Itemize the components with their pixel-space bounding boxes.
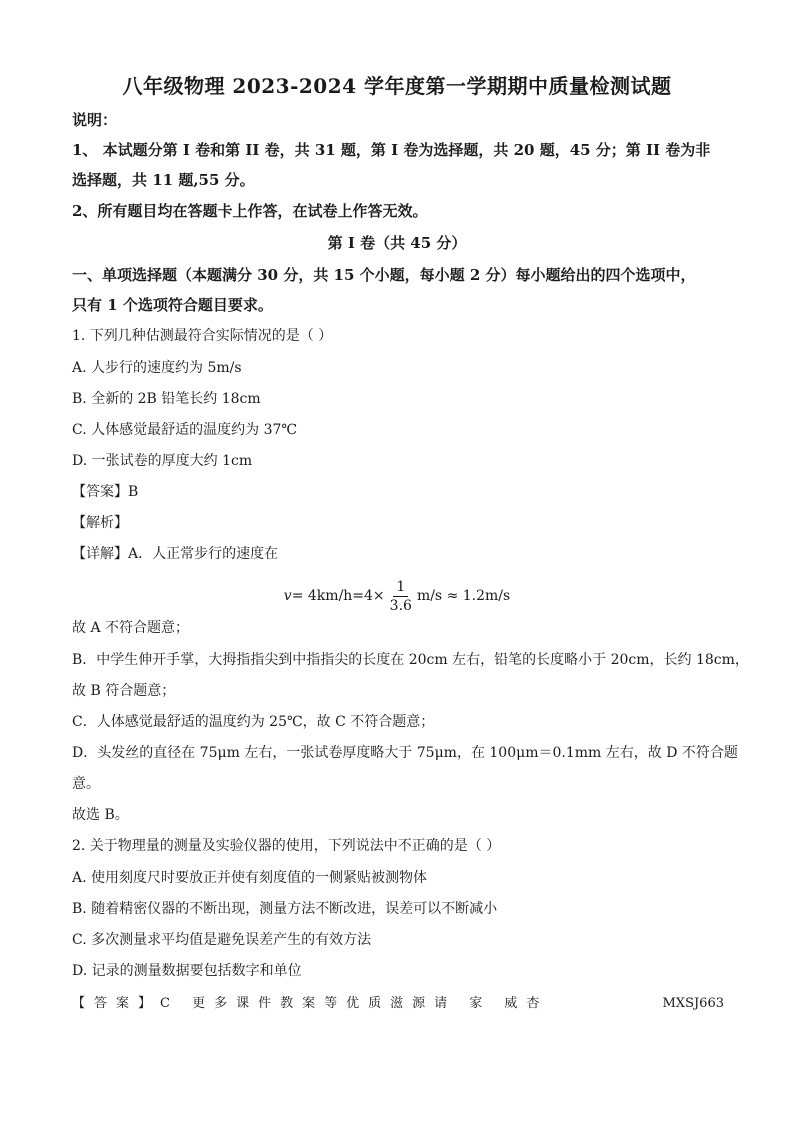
question-1-option-b: B. 全新的 2B 铅笔长约 18cm <box>72 391 261 407</box>
formula-fraction <box>387 578 415 615</box>
section-title: 第 I 卷（共 45 分） <box>327 234 467 252</box>
instruction-item-1: 1、 本试题分第 I 卷和第 II 卷，共 31 题，第 I 卷为选择题，共 20 题，45 分；第 II 卷为非 <box>72 141 711 159</box>
explanation-line: 故 A 不符合题意； <box>72 620 190 636</box>
question-2-stem: 2. 关于物理量的测量及实验仪器的使用，下列说法中不正确的是（ ） <box>72 838 501 854</box>
part1-heading: 一、单项选择题（本题满分 30 分，共 15 个小题，每小题 2 分）每小题给出的四个选项中， <box>72 266 696 284</box>
question-1-detail-intro: 【详解】A．人正常步行的速度在 <box>72 546 279 562</box>
footer <box>72 994 724 1014</box>
footer-code: MXSJ663 <box>662 996 724 1011</box>
explanation-line: D．头发丝的直径在 75μm 左右，一张试卷厚度略大于 75μm，在 100μm＝0.1mm 左右，故 D 不符合题 <box>72 745 738 761</box>
formula-variable: v <box>283 588 292 604</box>
question-1-analysis-label: 【解析】 <box>72 515 128 531</box>
explanation-line: 意。 <box>72 776 100 792</box>
instructions-heading: 说明： <box>72 111 118 129</box>
explanation-line: 故选 B。 <box>72 807 129 823</box>
footer-answer-watermark: 【答案】C 更多课件教案等优质滋源请 家 威杏 <box>72 996 549 1011</box>
question-1-option-a: A. 人步行的速度约为 5m/s <box>72 360 242 376</box>
question-1-option-d: D. 一张试卷的厚度大约 1cm <box>72 453 253 469</box>
formula-right: m/s ≈ 1.2m/s <box>416 588 511 604</box>
question-1-answer: 【答案】B <box>72 484 139 500</box>
speed-formula <box>0 574 794 618</box>
instruction-item-1-cont: 选择题，共 11 题,55 分。 <box>72 171 255 189</box>
explanation-line: B．中学生伸开手掌，大拇指指尖到中指指尖的长度在 20cm 左右，铅笔的长度略小于 20cm，长约 18cm， <box>72 652 749 668</box>
question-2-option-b: B. 随着精密仪器的不断出现，测量方法不断改进，误差可以不断减小 <box>72 901 498 917</box>
explanation-line: 故 B 符合题意； <box>72 683 176 699</box>
formula-denominator: 3.6 <box>389 597 412 614</box>
question-1-option-c: C. 人体感觉最舒适的温度约为 37℃ <box>72 422 298 438</box>
instruction-item-2: 2、所有题目均在答题卡上作答，在试卷上作答无效。 <box>72 202 428 220</box>
explanation-line: C．人体感觉最舒适的温度约为 25℃，故 C 不符合题意； <box>72 714 435 730</box>
formula-numerator: 1 <box>393 578 408 597</box>
question-2-option-d: D. 记录的测量数据要包括数字和单位 <box>72 963 302 979</box>
question-2-option-c: C. 多次测量求平均值是避免误差产生的有效方法 <box>72 932 372 948</box>
question-2-option-a: A. 使用刻度尺时要放正并使有刻度值的一侧紧贴被测物体 <box>72 870 428 886</box>
question-1-stem: 1. 下列几种估测最符合实际情况的是（ ） <box>72 328 333 344</box>
formula-left: = 4km/h=4× <box>291 588 385 604</box>
page-title: 八年级物理 2023-2024 学年度第一学期期中质量检测试题 <box>122 74 672 98</box>
part1-heading-cont: 只有 1 个选项符合题目要求。 <box>72 296 273 314</box>
